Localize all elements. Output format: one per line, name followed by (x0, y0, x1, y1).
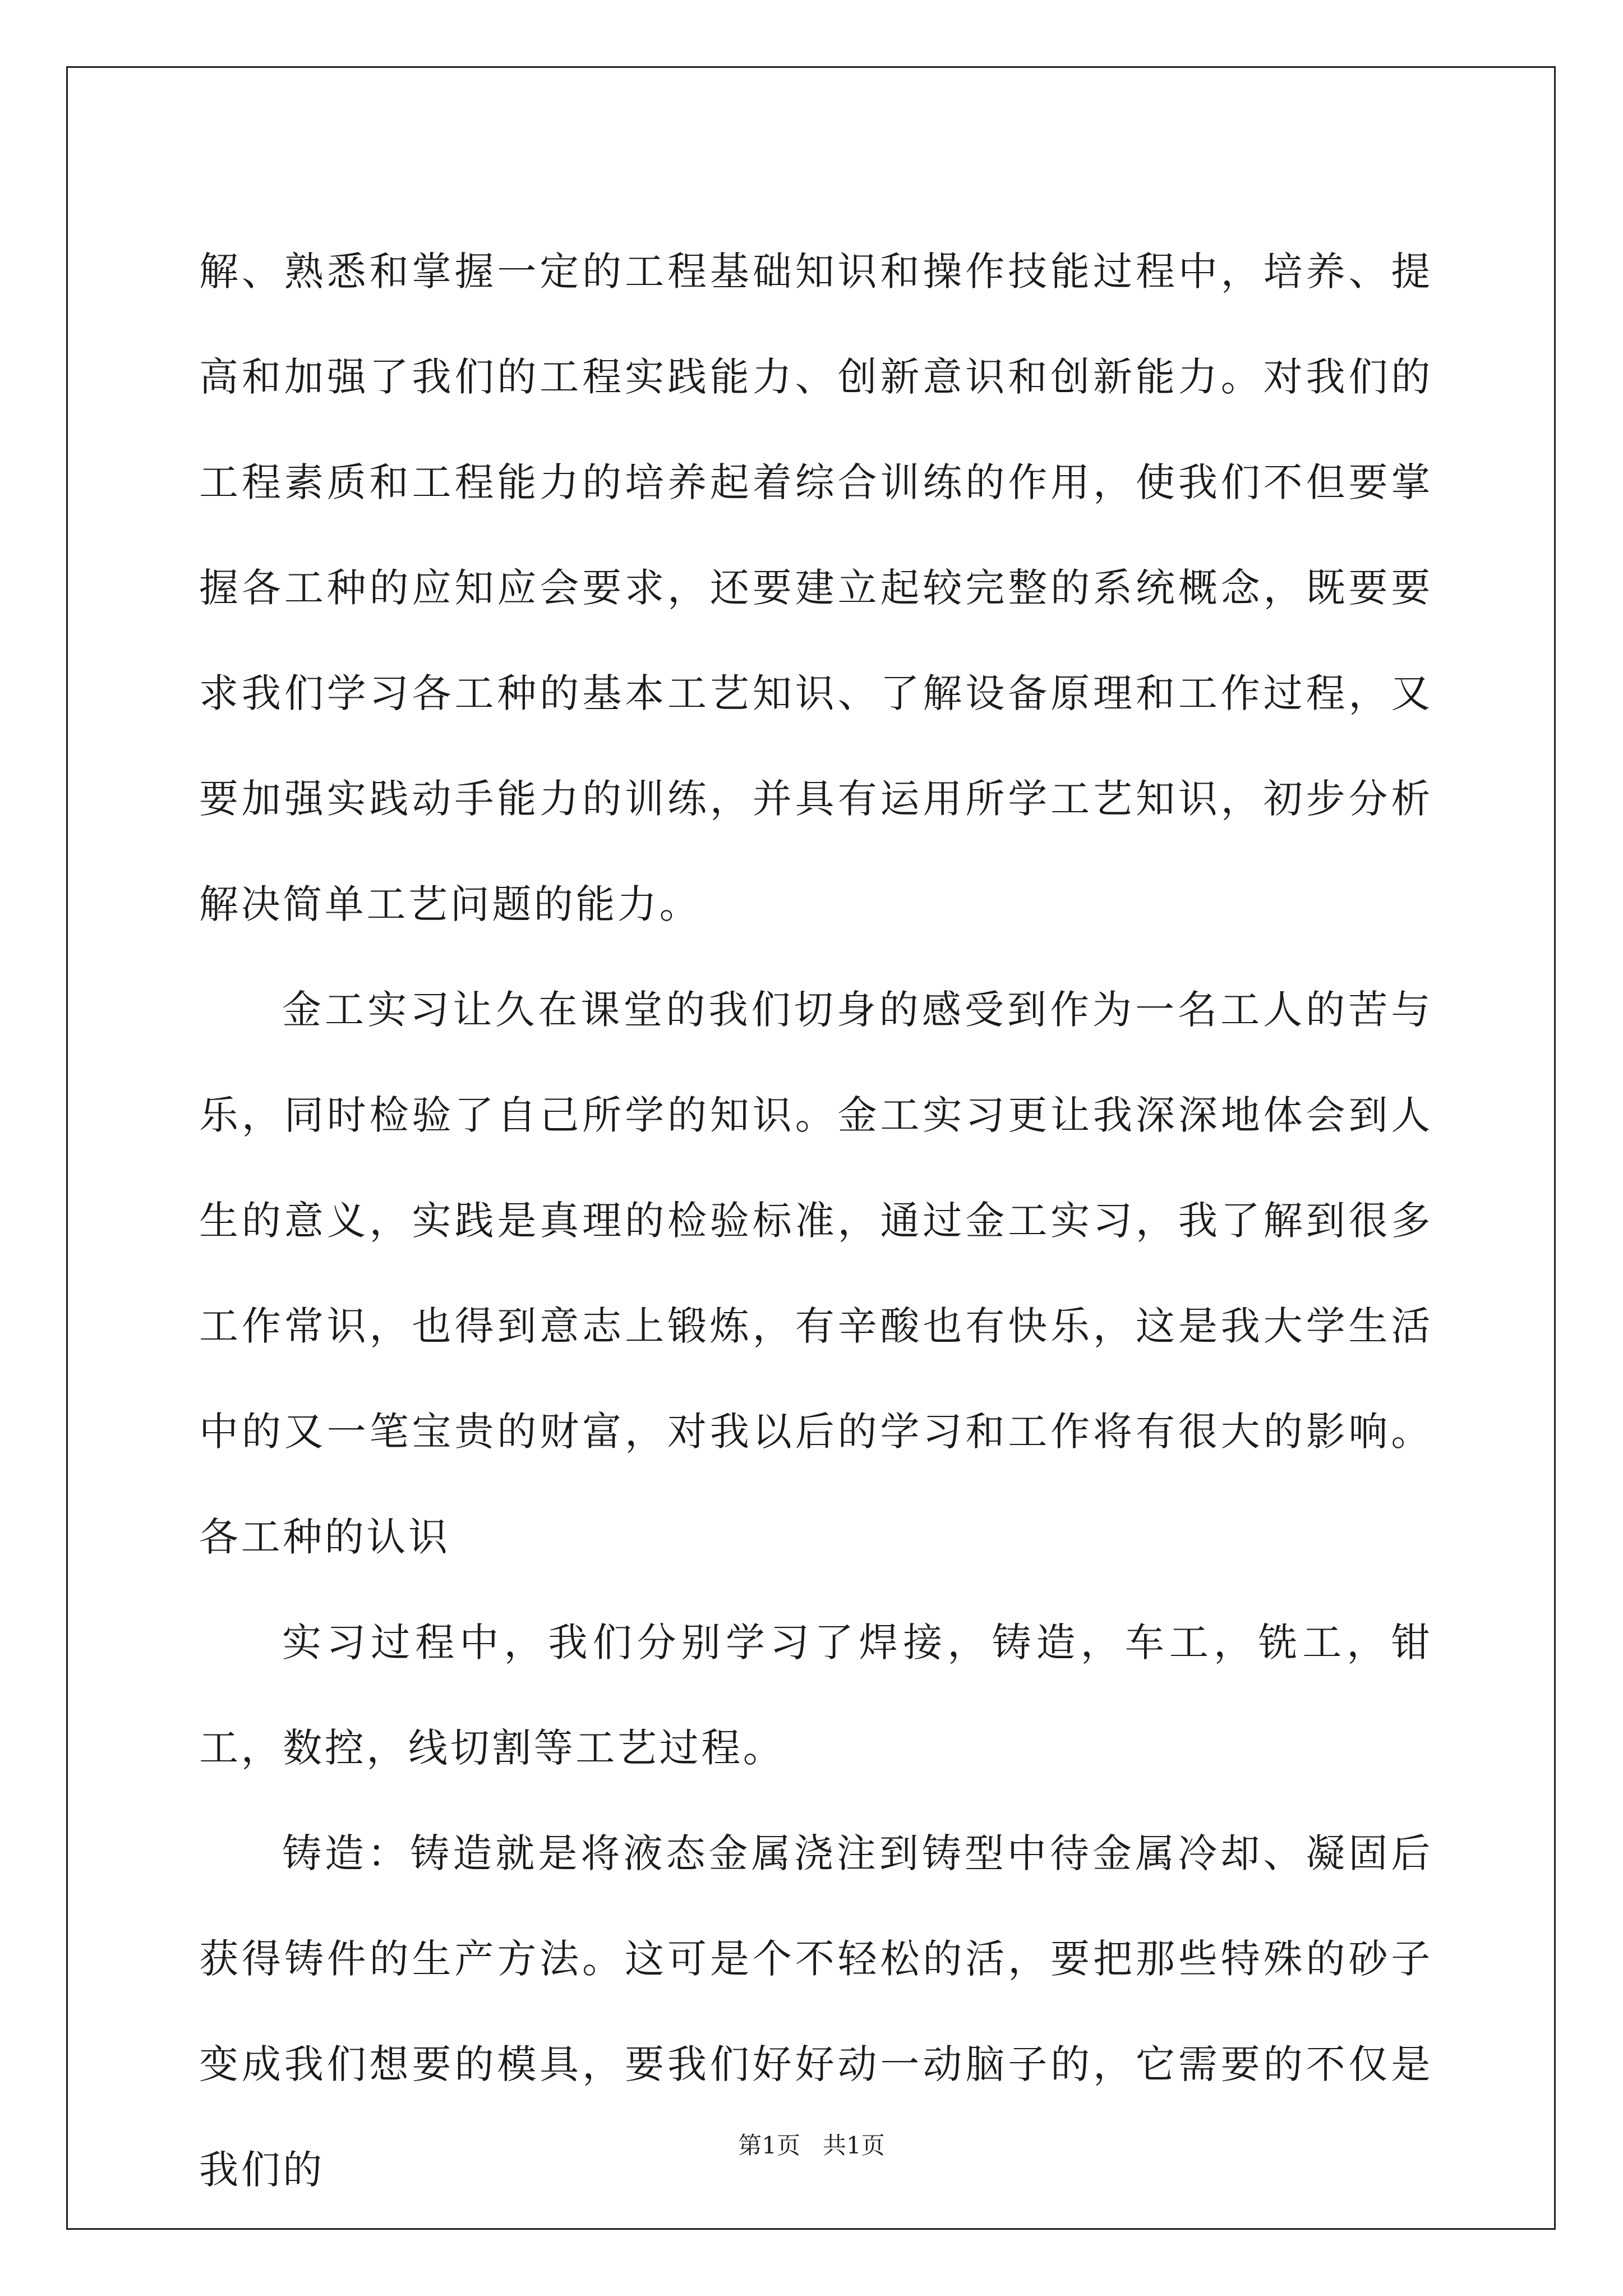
paragraph-1: 解、熟悉和掌握一定的工程基础知识和操作技能过程中，培养、提高和加强了我们的工程实践能力、创新意识和创新能力。对我们的工程素质和工程能力的培养起着综合训练的作用，使我们不但要掌握各工种的应知应会要求，还要建立起较完整的系统概念，既要要求我们学习各工种的基本工艺知识、了解设备原理和工作过程，又要加强实践动手能力的训练，并具有运用所学工艺知识，初步分析解决简单工艺问题的能力。 (199, 249, 1433, 927)
paragraph-2: 金工实习让久在课堂的我们切身的感受到作为一名工人的苦与乐，同时检验了自己所学的知识。金工实习更让我深深地体会到人生的意义，实践是真理的检验标准，通过金工实习，我了解到很多工作常识，也得到意志上锻炼，有辛酸也有快乐，这是我大学生活中的又一笔宝贵的财富，对我以后的学习和工作将有很大的影响。 各工种的认识 (199, 987, 1433, 1560)
document-body (199, 219, 1433, 2223)
paragraph-3: 实习过程中，我们分别学习了焊接，铸造，车工，铣工，钳工，数控，线切割等工艺过程。 (199, 1619, 1433, 1771)
page-footer (0, 2129, 1623, 2162)
page-number: 第1页 (738, 2132, 800, 2159)
page-total: 共1页 (823, 2132, 885, 2159)
paragraph-4: 铸造：铸造就是将液态金属浇注到铸型中待金属冷却、凝固后获得铸件的生产方法。这可是个不轻松的活，要把那些特殊的砂子变成我们想要的模具，要我们好好动一动脑子的，它需要的不仅是我们的 (199, 1830, 1433, 2193)
